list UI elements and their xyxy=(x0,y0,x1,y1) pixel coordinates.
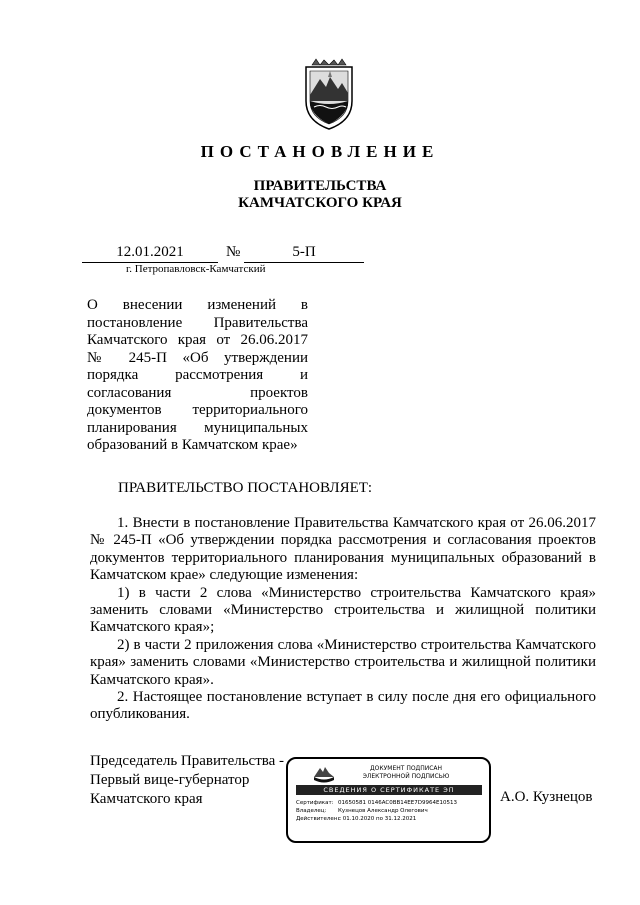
position-line-1: Председатель Правительства - xyxy=(90,753,285,769)
body-line: документов территориального планирования муниципальных образований в xyxy=(90,549,596,566)
owner-label: Владелец: xyxy=(296,808,327,814)
stamp-header-line-1: ДОКУМЕНТ ПОДПИСАН xyxy=(369,765,443,772)
document-date: 12.01.2021 xyxy=(82,244,218,263)
certificate-row xyxy=(296,799,457,807)
document-number: 5-П xyxy=(244,244,364,263)
certificate-value: 01650581 0146AC0BB14EE7D9964E10513 xyxy=(338,800,457,806)
body-line: 2. Настоящее постановление вступает в силу после дня его официального xyxy=(117,688,596,705)
decree-heading: ПРАВИТЕЛЬСТВО ПОСТАНОВЛЯЕТ: xyxy=(118,480,373,496)
stamp-header xyxy=(346,765,466,781)
issuer-name xyxy=(0,178,640,212)
body-line: Камчатском крае» следующие изменения: xyxy=(90,567,359,584)
owner-row xyxy=(296,807,457,815)
certificate-label: Сертификат: xyxy=(296,800,334,806)
body-line: № 245-П «Об утверждении порядка рассмотрения и согласования проектов xyxy=(90,532,596,549)
subject-line: согласования проектов xyxy=(87,384,308,401)
subject-line: О внесении изменений в xyxy=(87,297,308,313)
document-body xyxy=(90,515,596,724)
subject-line: образований в Камчатском крае» xyxy=(87,437,298,453)
document-type-title: ПОСТАНОВЛЕНИЕ xyxy=(200,142,440,161)
stamp-emblem-icon xyxy=(312,763,336,785)
body-line: опубликования. xyxy=(90,706,190,723)
body-line: Камчатского края»; xyxy=(90,619,215,636)
body-line: 1. Внести в постановление Правительства Камчатского края от 26.06.2017 xyxy=(117,515,596,531)
city-name: г. Петропавловск-Камчатский xyxy=(126,263,266,275)
certificate-details xyxy=(296,799,457,823)
issuer-line-2: КАМЧАТСКОГО КРАЯ xyxy=(238,195,402,211)
signatory-position xyxy=(90,752,284,809)
body-line: заменить словами «Министерство строительства и жилищной политики xyxy=(90,601,596,618)
body-line: 2) в части 2 приложения слова «Министерство строительства Камчатского xyxy=(117,636,596,653)
signatory-name: А.О. Кузнецов xyxy=(500,789,593,805)
subject-line: порядка рассмотрения и xyxy=(87,367,308,383)
stamp-header-line-2: ЭЛЕКТРОННОЙ ПОДПИСЬЮ xyxy=(362,773,450,780)
validity-value: с 01.10.2020 по 31.12.2021 xyxy=(338,816,417,822)
body-line: 1) в части 2 слова «Министерство строительства Камчатского края» xyxy=(117,584,596,601)
coat-of-arms-emblem xyxy=(300,57,358,131)
subject-line: планирования муниципальных xyxy=(87,419,308,436)
issuer-line-1: ПРАВИТЕЛЬСТВА xyxy=(253,178,387,194)
position-line-3: Камчатского края xyxy=(90,791,203,807)
subject-line: № 245-П «Об утверждении xyxy=(87,349,308,366)
owner-value: Кузнецов Александр Олегович xyxy=(338,808,428,814)
electronic-signature-stamp xyxy=(286,757,491,843)
validity-row xyxy=(296,815,457,823)
position-line-2: Первый вице-губернатор xyxy=(90,772,250,788)
number-sign: № xyxy=(226,244,241,260)
body-line: края» заменить словами «Министерство строительства и жилищной политики xyxy=(90,654,596,671)
document-subject xyxy=(87,297,308,455)
subject-line: Камчатского края от 26.06.2017 xyxy=(87,332,308,348)
certificate-title: СВЕДЕНИЯ О СЕРТИФИКАТЕ ЭП xyxy=(296,785,482,795)
subject-line: документов территориального xyxy=(87,402,308,418)
validity-label: Действителен: xyxy=(296,816,340,822)
body-line: Камчатского края». xyxy=(90,671,214,688)
subject-line: постановление Правительства xyxy=(87,314,308,331)
